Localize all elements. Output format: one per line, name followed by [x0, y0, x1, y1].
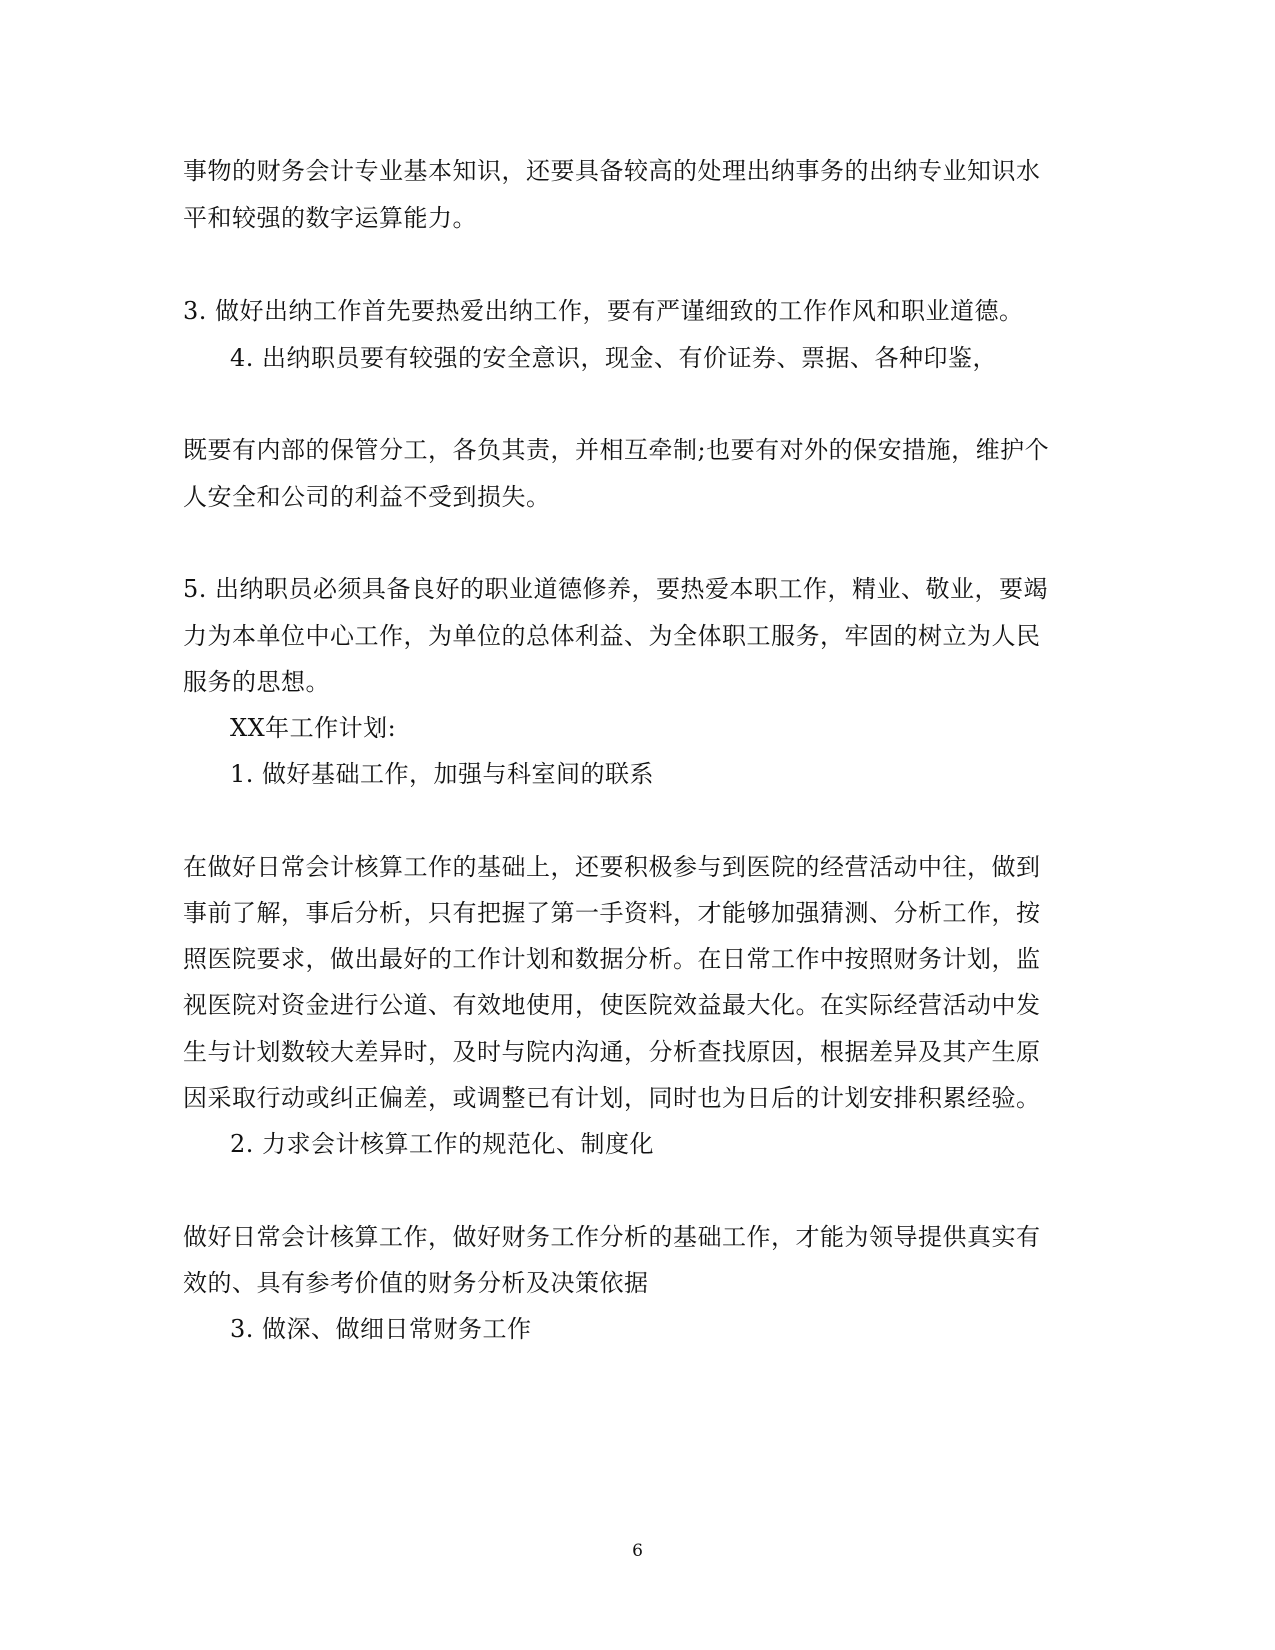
text-line: 1. 做好基础工作，加强与科室间的联系 [230, 760, 655, 788]
text-line: 2. 力求会计核算工作的规范化、制度化 [230, 1130, 655, 1158]
text-line: 视医院对资金进行公道、有效地使用，使医院效益最大化。在实际经营活动中发 [183, 991, 1041, 1019]
text-line: 照医院要求，做出最好的工作计划和数据分析。在日常工作中按照财务计划，监 [183, 945, 1041, 973]
text-line: 生与计划数较大差异时，及时与院内沟通，分析查找原因，根据差异及其产生原 [183, 1038, 1041, 1066]
page-number: 6 [632, 1541, 643, 1561]
text-line: 人安全和公司的利益不受到损失。 [183, 483, 551, 511]
text-line: 平和较强的数字运算能力。 [183, 204, 477, 232]
text-line: 力为本单位中心工作，为单位的总体利益、为全体职工服务，牢固的树立为人民 [183, 622, 1041, 650]
text-line: 事前了解，事后分析，只有把握了第一手资料，才能够加强猜测、分析工作，按 [183, 899, 1041, 927]
text-line: 5. 出纳职员必须具备良好的职业道德修养，要热爱本职工作，精业、敬业，要竭 [183, 575, 1049, 603]
text-line: 3. 做好出纳工作首先要热爱出纳工作，要有严谨细致的工作作风和职业道德。 [183, 297, 1024, 325]
text-line: 在做好日常会计核算工作的基础上，还要积极参与到医院的经营活动中往，做到 [183, 853, 1041, 881]
text-line: 4. 出纳职员要有较强的安全意识，现金、有价证券、票据、各种印鉴， [230, 344, 998, 372]
text-line: 既要有内部的保管分工，各负其责，并相互牵制;也要有对外的保安措施，维护个 [183, 436, 1050, 464]
text-line: 因采取行动或纠正偏差，或调整已有计划，同时也为日后的计划安排积累经验。 [183, 1084, 1041, 1112]
text-line: 服务的思想。 [183, 668, 330, 696]
text-line: XX年工作计划: [230, 714, 397, 742]
text-line: 做好日常会计核算工作，做好财务工作分析的基础工作，才能为领导提供真实有 [183, 1223, 1041, 1251]
text-line: 效的、具有参考价值的财务分析及决策依据 [183, 1269, 649, 1297]
text-line: 事物的财务会计专业基本知识，还要具备较高的处理出纳事务的出纳专业知识水 [183, 157, 1041, 185]
text-line: 3. 做深、做细日常财务工作 [230, 1315, 532, 1343]
